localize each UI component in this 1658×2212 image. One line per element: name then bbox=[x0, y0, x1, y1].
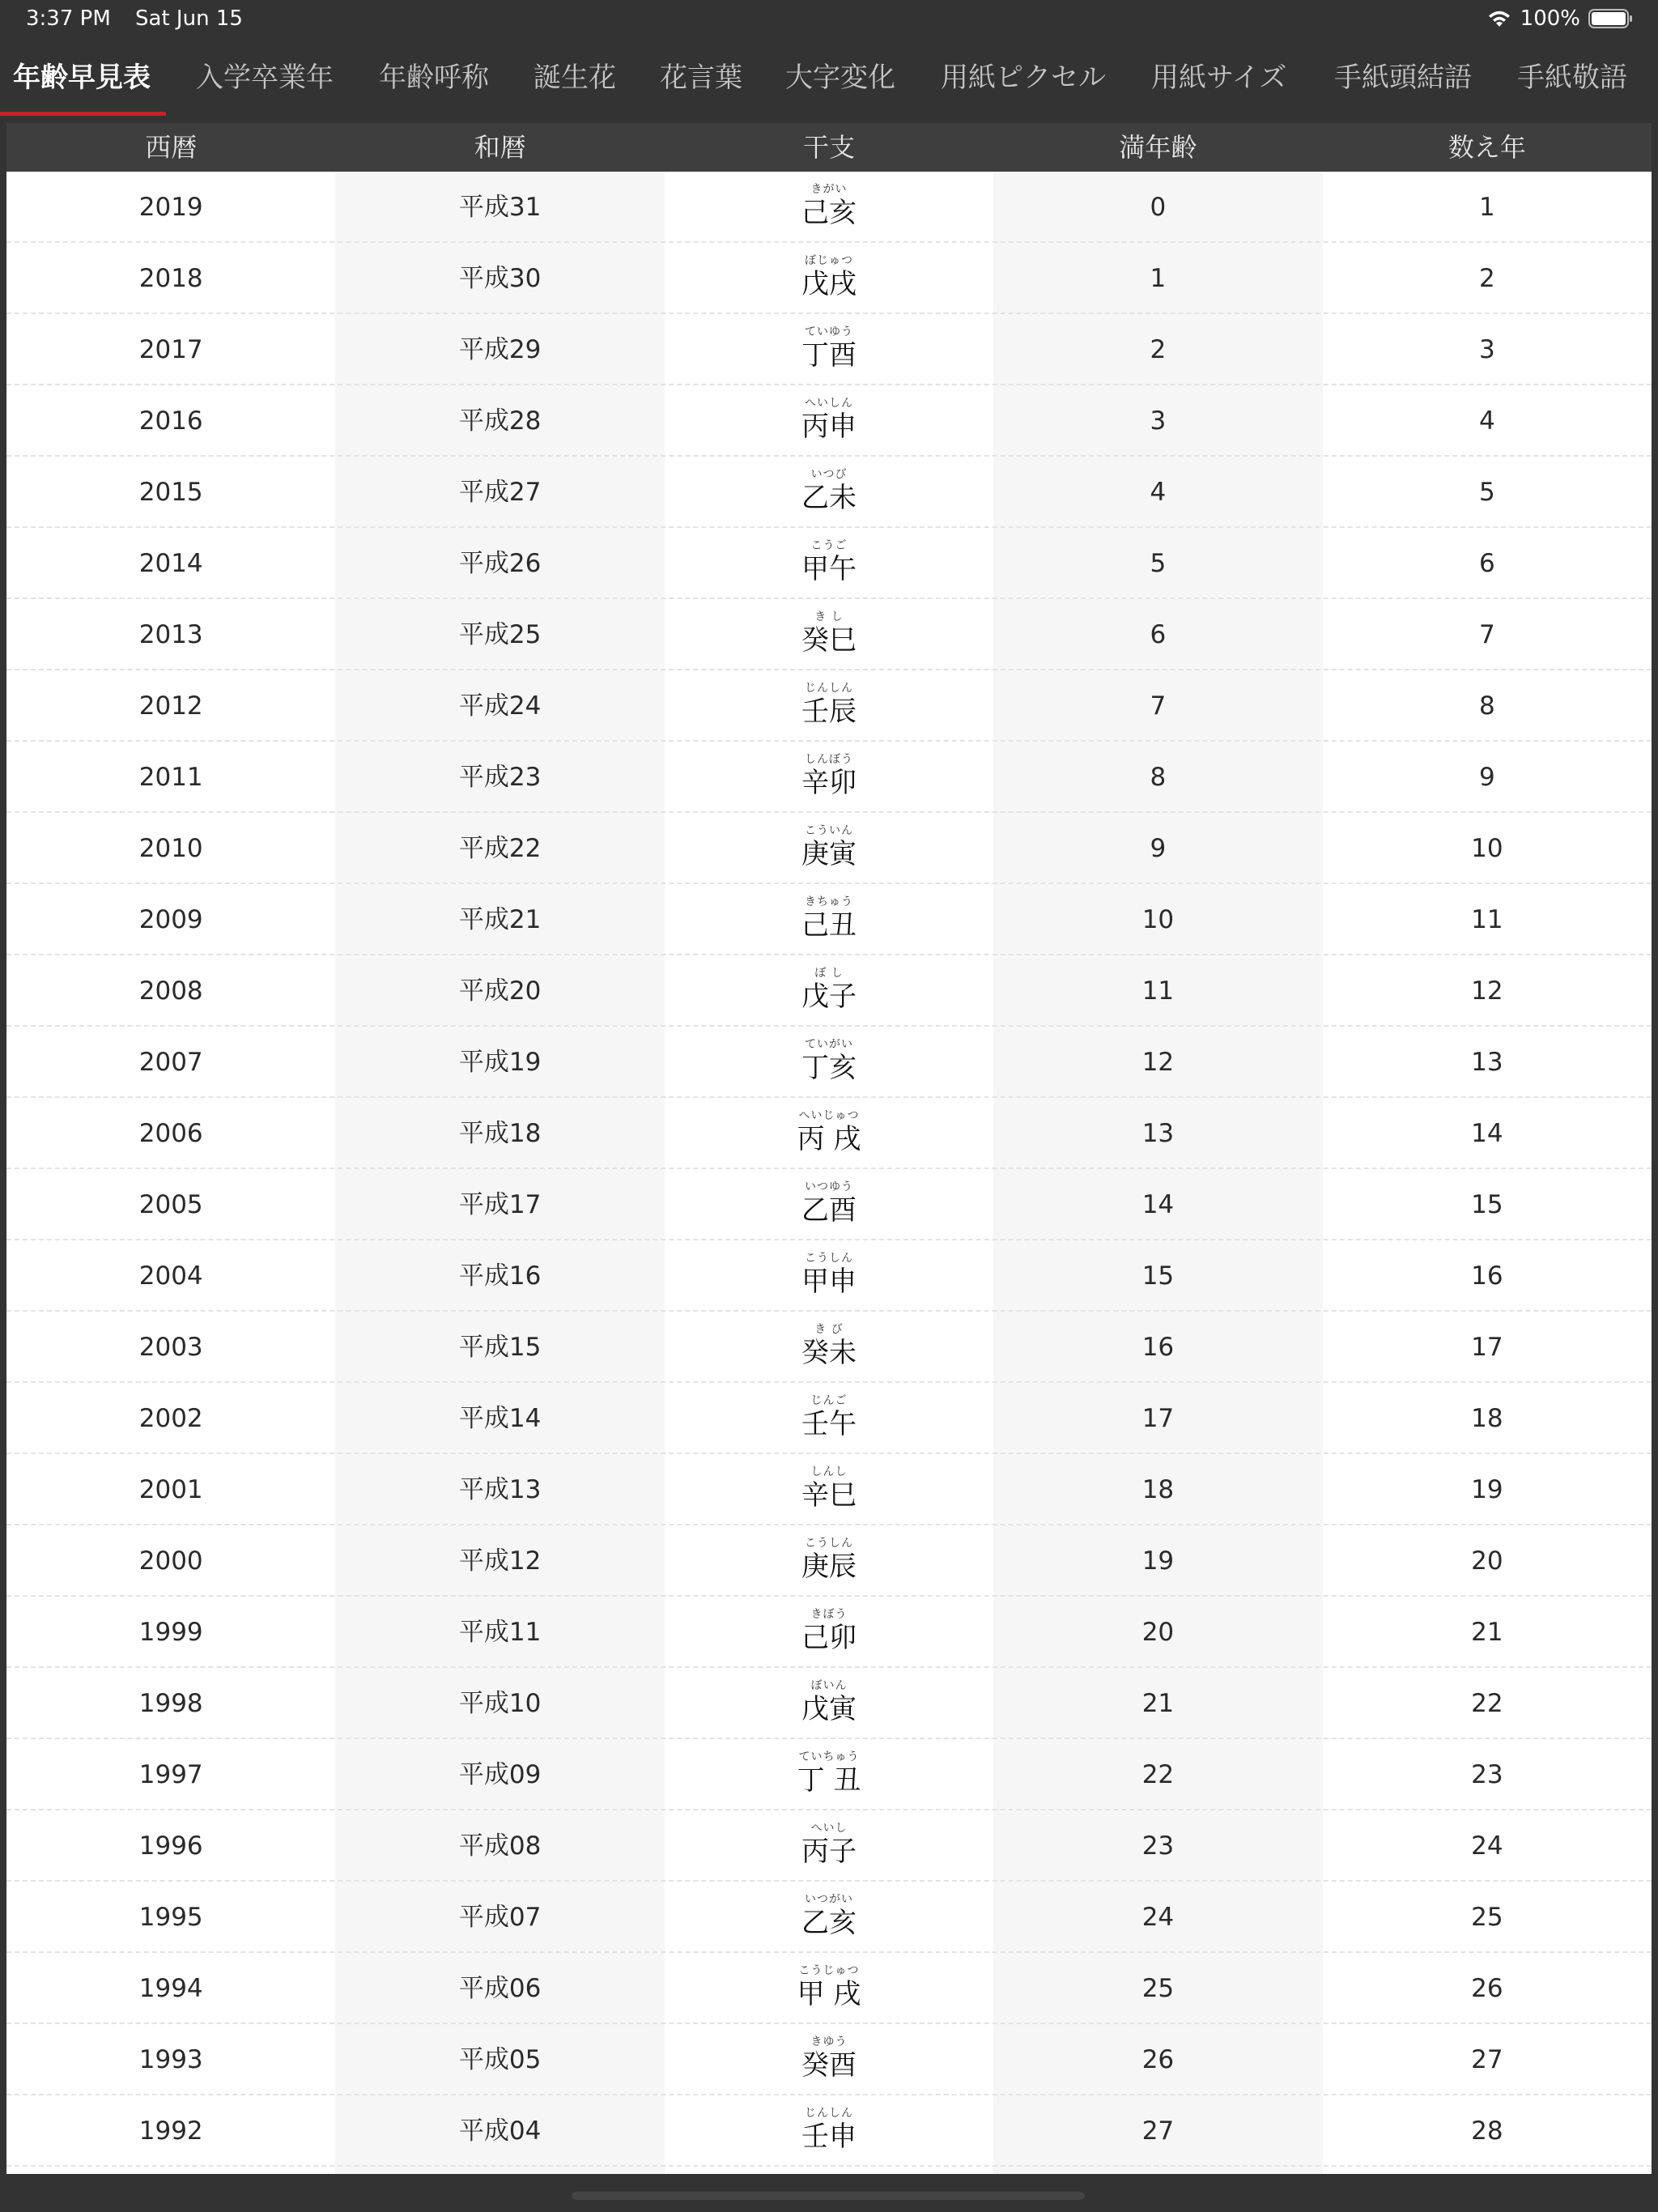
kanshi-furigana: き し bbox=[814, 610, 844, 623]
cell-seireki: 2009 bbox=[138, 905, 203, 934]
header-kazoe: 数え年 bbox=[1448, 132, 1526, 163]
cell-seireki: 1993 bbox=[138, 2045, 203, 2074]
table-row[interactable] bbox=[6, 243, 1652, 314]
kanshi-furigana: じんしん bbox=[805, 682, 854, 695]
kanshi-kanji: 丁 丑 bbox=[797, 1764, 861, 1797]
table-row[interactable] bbox=[6, 1098, 1652, 1169]
cell-seireki: 1992 bbox=[138, 2116, 203, 2146]
kanshi-furigana: へいし bbox=[810, 1822, 848, 1835]
cell-kazoe: 16 bbox=[1471, 1261, 1503, 1291]
table-row[interactable] bbox=[6, 670, 1652, 742]
cell-wareki: 平成21 bbox=[458, 905, 542, 934]
cell-age: 18 bbox=[1141, 1475, 1175, 1504]
cell-age: 10 bbox=[1141, 905, 1175, 934]
cell-age: 6 bbox=[1150, 620, 1167, 649]
kanshi-ruby bbox=[665, 1750, 993, 1797]
cell-age: 20 bbox=[1141, 1618, 1175, 1647]
kanshi-ruby bbox=[665, 2107, 993, 2154]
kanshi-kanji: 乙酉 bbox=[801, 1194, 857, 1227]
cell-age: 8 bbox=[1150, 763, 1167, 792]
table-row[interactable] bbox=[6, 314, 1652, 385]
cell-wareki: 平成09 bbox=[458, 1760, 542, 1789]
cell-kazoe: 1 bbox=[1478, 193, 1495, 222]
kanshi-furigana: じんしん bbox=[805, 2107, 854, 2120]
cell-age: 9 bbox=[1150, 834, 1167, 863]
kanshi-ruby bbox=[665, 1109, 993, 1156]
cell-kanshi bbox=[665, 1810, 993, 1880]
cell-wareki: 平成08 bbox=[458, 1831, 542, 1861]
cell-seireki: 2019 bbox=[138, 193, 203, 222]
kanshi-ruby bbox=[665, 610, 993, 657]
active-tab-indicator bbox=[0, 112, 166, 116]
cell-age: 5 bbox=[1150, 549, 1167, 578]
cell-wareki: 平成05 bbox=[458, 2045, 542, 2074]
table-row[interactable] bbox=[6, 955, 1652, 1027]
battery-percent: 100% bbox=[1520, 6, 1580, 31]
cell-kanshi bbox=[665, 1953, 993, 2023]
cell-age: 0 bbox=[1150, 193, 1167, 222]
cell-seireki: 2003 bbox=[138, 1333, 203, 1362]
status-left bbox=[26, 6, 261, 31]
table-body bbox=[6, 172, 1652, 2167]
cell-kanshi bbox=[665, 528, 993, 598]
kanshi-kanji: 庚辰 bbox=[801, 1551, 857, 1583]
kanshi-kanji: 丁酉 bbox=[801, 339, 857, 372]
kanshi-kanji: 丙 戌 bbox=[797, 1123, 861, 1155]
battery-icon bbox=[1588, 8, 1634, 29]
table-row[interactable] bbox=[6, 385, 1652, 457]
cell-kanshi bbox=[665, 1312, 993, 1381]
wifi-icon bbox=[1486, 9, 1512, 28]
kanshi-ruby bbox=[665, 1394, 993, 1441]
cell-kazoe: 10 bbox=[1471, 834, 1503, 863]
tab-letter-phrases[interactable]: 手紙頭結語 bbox=[1334, 62, 1472, 94]
cell-seireki: 2002 bbox=[138, 1404, 203, 1433]
cell-seireki: 2013 bbox=[138, 620, 203, 649]
tab-school-years[interactable]: 入学卒業年 bbox=[196, 62, 334, 94]
kanshi-kanji: 甲午 bbox=[801, 553, 857, 585]
kanshi-kanji: 戊寅 bbox=[801, 1693, 857, 1725]
table-row[interactable] bbox=[6, 1454, 1652, 1525]
cell-kazoe: 20 bbox=[1471, 1546, 1503, 1576]
cell-kazoe: 19 bbox=[1471, 1475, 1503, 1504]
cell-kazoe: 28 bbox=[1471, 2116, 1503, 2146]
cell-wareki: 平成06 bbox=[458, 1974, 542, 2003]
cell-wareki: 平成29 bbox=[458, 335, 542, 364]
table-row[interactable] bbox=[6, 884, 1652, 955]
cell-seireki: 2007 bbox=[138, 1048, 203, 1077]
header-age: 満年齢 bbox=[1119, 132, 1197, 163]
kanshi-ruby bbox=[665, 753, 993, 800]
cell-wareki: 平成18 bbox=[458, 1119, 542, 1148]
cell-kazoe: 5 bbox=[1478, 478, 1495, 507]
cell-kanshi bbox=[665, 955, 993, 1025]
cell-seireki: 2010 bbox=[138, 834, 203, 863]
tab-age-table[interactable]: 年齢早見表 bbox=[13, 62, 151, 94]
kanshi-furigana: へいしん bbox=[805, 397, 854, 410]
cell-seireki: 1995 bbox=[138, 1903, 203, 1932]
cell-seireki: 2006 bbox=[138, 1119, 203, 1148]
cell-wareki: 平成30 bbox=[458, 264, 542, 293]
table-row[interactable] bbox=[6, 1882, 1652, 1953]
cell-age: 1 bbox=[1150, 264, 1167, 293]
kanshi-furigana: きぼう bbox=[810, 1608, 848, 1621]
kanshi-ruby bbox=[665, 254, 993, 301]
cell-wareki: 平成17 bbox=[458, 1190, 542, 1219]
cell-kanshi bbox=[665, 813, 993, 883]
cell-age: 16 bbox=[1141, 1333, 1175, 1362]
cell-wareki: 平成25 bbox=[458, 620, 542, 649]
cell-kanshi bbox=[665, 1027, 993, 1096]
cell-age: 27 bbox=[1141, 2116, 1175, 2146]
kanshi-kanji: 丙子 bbox=[801, 1836, 857, 1868]
cell-kazoe: 9 bbox=[1478, 763, 1495, 792]
cell-kazoe: 24 bbox=[1471, 1831, 1503, 1861]
kanshi-kanji: 戊戌 bbox=[801, 268, 857, 300]
status-time: 3:37 PM bbox=[26, 6, 111, 31]
kanshi-kanji: 丙申 bbox=[801, 410, 857, 443]
cell-wareki: 平成16 bbox=[458, 1261, 542, 1291]
table-row[interactable] bbox=[6, 1668, 1652, 1739]
cell-kanshi bbox=[665, 314, 993, 384]
kanshi-kanji: 己卯 bbox=[801, 1622, 857, 1654]
table-row[interactable] bbox=[6, 1597, 1652, 1668]
cell-kanshi bbox=[665, 1525, 993, 1595]
kanshi-kanji: 乙未 bbox=[801, 482, 857, 514]
cell-wareki: 平成22 bbox=[458, 834, 542, 863]
cell-kazoe: 22 bbox=[1471, 1689, 1503, 1718]
cell-kanshi bbox=[665, 2024, 993, 2094]
cell-kazoe: 17 bbox=[1471, 1333, 1503, 1362]
cell-kazoe: 3 bbox=[1478, 335, 1495, 364]
kanshi-kanji: 甲 戌 bbox=[797, 1978, 861, 2010]
cell-seireki: 1999 bbox=[138, 1618, 203, 1647]
cell-wareki: 平成20 bbox=[458, 976, 542, 1006]
kanshi-ruby bbox=[665, 539, 993, 586]
tab-bar bbox=[0, 47, 1658, 118]
cell-seireki: 2001 bbox=[138, 1475, 203, 1504]
cell-age: 3 bbox=[1150, 406, 1167, 436]
table-row[interactable] bbox=[6, 2024, 1652, 2095]
kanshi-furigana: こうしん bbox=[805, 1537, 854, 1550]
cell-age: 14 bbox=[1141, 1190, 1175, 1219]
table-row[interactable] bbox=[6, 2095, 1652, 2167]
kanshi-ruby bbox=[665, 468, 993, 515]
cell-seireki: 1997 bbox=[138, 1760, 203, 1789]
table-row[interactable] bbox=[6, 1383, 1652, 1454]
cell-kanshi bbox=[665, 1668, 993, 1738]
table-row[interactable] bbox=[6, 1525, 1652, 1597]
cell-seireki: 2004 bbox=[138, 1261, 203, 1291]
kanshi-kanji: 癸巳 bbox=[801, 624, 857, 657]
table-row[interactable] bbox=[6, 1312, 1652, 1383]
cell-kazoe: 15 bbox=[1471, 1190, 1503, 1219]
kanshi-furigana: きがい bbox=[810, 183, 848, 196]
cell-age: 23 bbox=[1141, 1831, 1175, 1861]
cell-seireki: 2000 bbox=[138, 1546, 203, 1576]
kanshi-ruby bbox=[665, 1465, 993, 1512]
cell-kazoe: 14 bbox=[1471, 1119, 1503, 1148]
cell-kanshi bbox=[665, 1383, 993, 1453]
cell-kazoe: 26 bbox=[1471, 1974, 1503, 2003]
header-seireki: 西暦 bbox=[145, 132, 198, 163]
cell-kanshi bbox=[665, 1240, 993, 1310]
kanshi-kanji: 戊子 bbox=[801, 981, 857, 1013]
status-date: Sat Jun 15 bbox=[135, 6, 243, 31]
cell-seireki: 2018 bbox=[138, 264, 203, 293]
cell-wareki: 平成27 bbox=[458, 478, 542, 507]
cell-kanshi bbox=[665, 1169, 993, 1239]
cell-seireki: 2014 bbox=[138, 549, 203, 578]
kanshi-furigana: じんご bbox=[810, 1394, 848, 1407]
kanshi-kanji: 甲申 bbox=[801, 1266, 857, 1298]
kanshi-furigana: こうご bbox=[810, 539, 848, 552]
kanshi-furigana: ていゆう bbox=[805, 325, 854, 338]
kanshi-ruby bbox=[665, 967, 993, 1014]
tab-letter-honorifics[interactable]: 手紙敬語 bbox=[1517, 62, 1627, 94]
table-row[interactable] bbox=[6, 1240, 1652, 1312]
kanshi-furigana: きちゅう bbox=[805, 895, 854, 908]
kanshi-kanji: 辛巳 bbox=[801, 1479, 857, 1512]
kanshi-furigana: へいじゅつ bbox=[798, 1109, 860, 1122]
kanshi-kanji: 乙亥 bbox=[801, 1907, 857, 1939]
kanshi-kanji: 庚寅 bbox=[801, 838, 857, 870]
kanshi-furigana: いつゆう bbox=[805, 1180, 854, 1193]
kanshi-ruby bbox=[665, 1252, 993, 1299]
cell-kanshi bbox=[665, 599, 993, 669]
kanshi-furigana: しんし bbox=[810, 1465, 848, 1478]
table-row[interactable] bbox=[6, 1169, 1652, 1240]
kanshi-ruby bbox=[665, 1537, 993, 1584]
cell-wareki: 平成07 bbox=[458, 1903, 542, 1932]
kanshi-kanji: 壬申 bbox=[801, 2121, 857, 2153]
kanshi-furigana: ていがい bbox=[805, 1038, 854, 1051]
table-row[interactable] bbox=[6, 1027, 1652, 1098]
kanshi-ruby bbox=[665, 1679, 993, 1726]
cell-wareki: 平成31 bbox=[458, 193, 542, 222]
table-row[interactable] bbox=[6, 1953, 1652, 2024]
header-kanshi: 干支 bbox=[803, 132, 856, 163]
cell-wareki: 平成15 bbox=[458, 1333, 542, 1362]
kanshi-furigana: きゆう bbox=[810, 2035, 848, 2048]
status-bar bbox=[0, 0, 1658, 39]
cell-age: 17 bbox=[1141, 1404, 1175, 1433]
kanshi-furigana: ぼ し bbox=[814, 967, 844, 980]
cell-kazoe: 11 bbox=[1471, 905, 1503, 934]
cell-age: 13 bbox=[1141, 1119, 1175, 1148]
cell-kazoe: 23 bbox=[1471, 1760, 1503, 1789]
kanshi-kanji: 壬午 bbox=[801, 1408, 857, 1440]
cell-kanshi bbox=[665, 1882, 993, 1951]
cell-kazoe: 25 bbox=[1471, 1903, 1503, 1932]
table-row[interactable] bbox=[6, 813, 1652, 884]
cell-seireki: 1998 bbox=[138, 1689, 203, 1718]
cell-kazoe: 7 bbox=[1478, 620, 1495, 649]
cell-wareki: 平成28 bbox=[458, 406, 542, 436]
cell-kanshi bbox=[665, 670, 993, 740]
cell-seireki: 2005 bbox=[138, 1190, 203, 1219]
cell-kanshi bbox=[665, 385, 993, 455]
kanshi-kanji: 癸未 bbox=[801, 1337, 857, 1369]
cell-kazoe: 21 bbox=[1471, 1618, 1503, 1647]
kanshi-ruby bbox=[665, 1822, 993, 1869]
kanshi-ruby bbox=[665, 682, 993, 729]
kanshi-furigana: こうしん bbox=[805, 1252, 854, 1265]
cell-wareki: 平成13 bbox=[458, 1475, 542, 1504]
cell-kazoe: 4 bbox=[1478, 406, 1495, 436]
cell-age: 22 bbox=[1141, 1760, 1175, 1789]
cell-age: 25 bbox=[1141, 1974, 1175, 2003]
kanshi-furigana: こういん bbox=[805, 824, 854, 837]
table-header bbox=[6, 123, 1652, 172]
kanshi-furigana: ていちゅう bbox=[798, 1750, 860, 1763]
header-wareki: 和暦 bbox=[474, 132, 526, 163]
cell-wareki: 平成12 bbox=[458, 1546, 542, 1576]
cell-age: 21 bbox=[1141, 1689, 1175, 1718]
table-row[interactable] bbox=[6, 599, 1652, 670]
kanshi-kanji: 辛卯 bbox=[801, 767, 857, 799]
cell-kazoe: 6 bbox=[1478, 549, 1495, 578]
cell-kanshi bbox=[665, 884, 993, 954]
cell-kanshi bbox=[665, 243, 993, 313]
kanshi-kanji: 丁亥 bbox=[801, 1052, 857, 1084]
kanshi-furigana: いつがい bbox=[805, 1893, 854, 1906]
cell-kanshi bbox=[665, 172, 993, 241]
cell-age: 15 bbox=[1141, 1261, 1175, 1291]
cell-age: 7 bbox=[1150, 691, 1167, 721]
table-row[interactable] bbox=[6, 1810, 1652, 1882]
cell-seireki: 1994 bbox=[138, 1974, 203, 2003]
table-row[interactable] bbox=[6, 1739, 1652, 1810]
cell-age: 4 bbox=[1150, 478, 1167, 507]
cell-kazoe: 18 bbox=[1471, 1404, 1503, 1433]
cell-seireki: 2012 bbox=[138, 691, 203, 721]
cell-age: 19 bbox=[1141, 1546, 1175, 1576]
kanshi-kanji: 壬辰 bbox=[801, 696, 857, 728]
cell-kanshi bbox=[665, 1454, 993, 1524]
cell-seireki: 2017 bbox=[138, 335, 203, 364]
cell-kanshi bbox=[665, 742, 993, 811]
table-row[interactable] bbox=[6, 528, 1652, 599]
cell-wareki: 平成19 bbox=[458, 1048, 542, 1077]
cell-seireki: 2011 bbox=[138, 763, 203, 792]
kanshi-furigana: き び bbox=[814, 1323, 844, 1336]
cell-wareki: 平成04 bbox=[458, 2116, 542, 2146]
cell-seireki: 2015 bbox=[138, 478, 203, 507]
kanshi-ruby bbox=[665, 1323, 993, 1370]
cell-age: 26 bbox=[1141, 2045, 1175, 2074]
cell-kanshi bbox=[665, 1098, 993, 1168]
kanshi-ruby bbox=[665, 895, 993, 942]
cell-kanshi bbox=[665, 2095, 993, 2165]
table-row[interactable] bbox=[6, 457, 1652, 528]
cell-kazoe: 13 bbox=[1471, 1048, 1503, 1077]
tab-flower-language[interactable]: 花言葉 bbox=[660, 62, 742, 94]
tab-birth-flowers[interactable]: 誕生花 bbox=[534, 62, 616, 94]
cell-kazoe: 12 bbox=[1471, 976, 1503, 1006]
home-indicator bbox=[572, 2192, 1085, 2200]
cell-kanshi bbox=[665, 1739, 993, 1809]
cell-kazoe: 8 bbox=[1478, 691, 1495, 721]
kanshi-furigana: いつび bbox=[810, 468, 848, 481]
cell-wareki: 平成23 bbox=[458, 763, 542, 792]
kanshi-ruby bbox=[665, 1608, 993, 1655]
kanshi-ruby bbox=[665, 1038, 993, 1085]
kanshi-furigana: しんぼう bbox=[805, 753, 854, 766]
cell-seireki: 2016 bbox=[138, 406, 203, 436]
tab-paper-pixels[interactable]: 用紙ピクセル bbox=[941, 62, 1106, 94]
kanshi-kanji: 癸酉 bbox=[801, 2049, 857, 2082]
kanshi-ruby bbox=[665, 1893, 993, 1940]
kanshi-ruby bbox=[665, 1964, 993, 2011]
kanshi-kanji: 己亥 bbox=[801, 197, 857, 229]
kanshi-furigana: ぼいん bbox=[810, 1679, 848, 1692]
cell-kazoe: 2 bbox=[1478, 264, 1495, 293]
cell-kanshi bbox=[665, 1597, 993, 1666]
tab-paper-sizes[interactable]: 用紙サイズ bbox=[1151, 62, 1287, 94]
kanshi-ruby bbox=[665, 824, 993, 871]
cell-age: 12 bbox=[1141, 1048, 1175, 1077]
cell-kanshi bbox=[665, 457, 993, 526]
cell-seireki: 1996 bbox=[138, 1831, 203, 1861]
cell-seireki: 2008 bbox=[138, 976, 203, 1006]
kanshi-kanji: 己丑 bbox=[801, 909, 857, 942]
cell-wareki: 平成14 bbox=[458, 1404, 542, 1433]
kanshi-ruby bbox=[665, 2035, 993, 2082]
kanshi-furigana: ぼじゅつ bbox=[805, 254, 854, 267]
age-table bbox=[6, 123, 1652, 2174]
status-right bbox=[1486, 6, 1634, 31]
cell-age: 11 bbox=[1141, 976, 1175, 1006]
cell-age: 2 bbox=[1150, 335, 1167, 364]
kanshi-ruby bbox=[665, 183, 993, 230]
kanshi-furigana: こうじゅつ bbox=[798, 1964, 860, 1977]
table-row[interactable] bbox=[6, 172, 1652, 243]
kanshi-ruby bbox=[665, 1180, 993, 1227]
cell-wareki: 平成24 bbox=[458, 691, 542, 721]
cell-wareki: 平成10 bbox=[458, 1689, 542, 1718]
cell-wareki: 平成11 bbox=[458, 1618, 542, 1647]
table-row[interactable] bbox=[6, 742, 1652, 813]
kanshi-ruby bbox=[665, 325, 993, 372]
cell-age: 24 bbox=[1141, 1903, 1175, 1932]
kanshi-ruby bbox=[665, 397, 993, 444]
tab-daiji[interactable]: 大字変化 bbox=[785, 62, 895, 94]
cell-kazoe: 27 bbox=[1471, 2045, 1503, 2074]
tab-age-names[interactable]: 年齢呼称 bbox=[379, 62, 489, 94]
cell-wareki: 平成26 bbox=[458, 549, 542, 578]
